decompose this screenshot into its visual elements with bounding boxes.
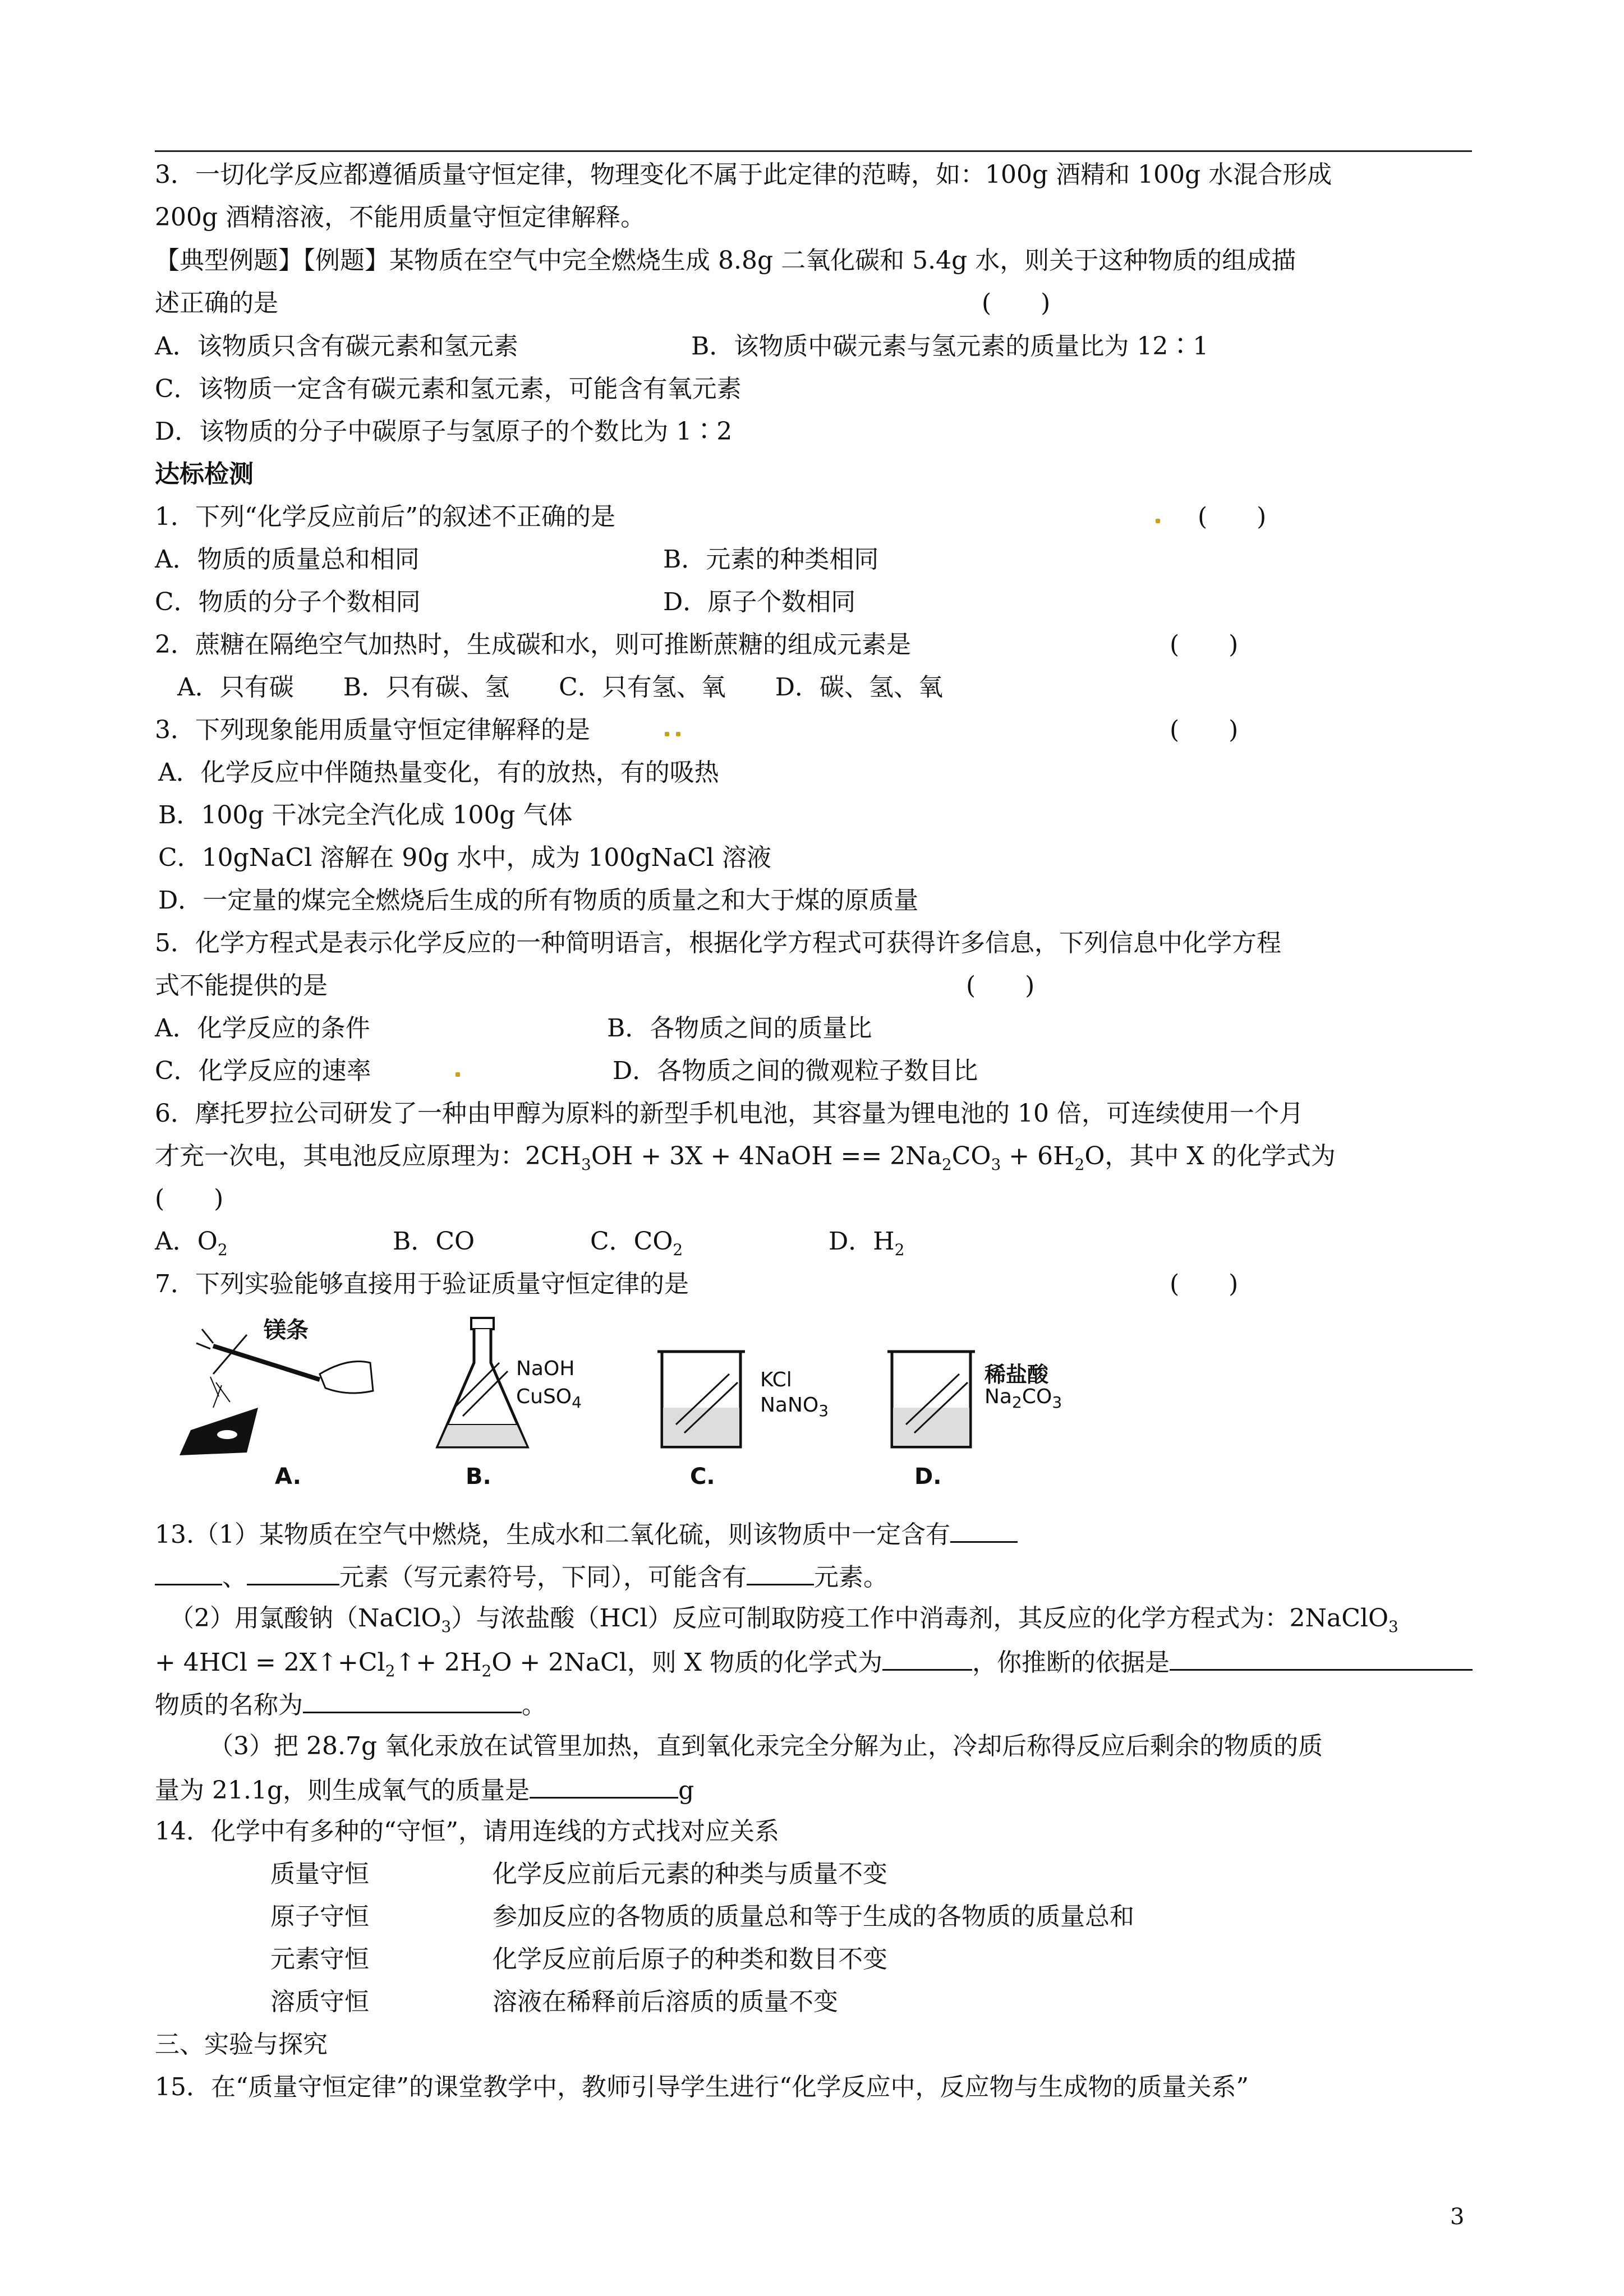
q2-options: A．只有碳 B．只有碳、氢 C．只有氢、氧 D．碳、氢、氧: [177, 673, 944, 702]
q14-right-item[interactable]: 参加反应的各物质的质量总和等于生成的各物质的质量总和: [493, 1902, 1134, 1931]
q3-answer-paren: ( ): [1170, 716, 1239, 744]
q13-line-3: （2）用氯酸钠（NaClO$_3$）与浓盐酸（HCl）反应可制取防疫工作中消毒剂，其反应的化学方程式为：2NaClO$_3$: [169, 1604, 1398, 1636]
q1-option-d: D．原子个数相同: [663, 588, 856, 616]
q1-option-a: A．物质的质量总和相同: [155, 545, 420, 574]
example-option-c: C．该物质一定含有碳元素和氢元素，可能含有氧元素: [155, 375, 742, 403]
q5-option-c: C．化学反应的速率: [155, 1057, 371, 1085]
example-line-2: 述正确的是: [155, 289, 278, 317]
figure-b-label: B.: [466, 1464, 491, 1490]
q13-blank-6[interactable]: [1170, 1644, 1473, 1671]
q6-answer-paren: ( ): [155, 1184, 224, 1213]
q5-option-b: B．各物质之间的质量比: [607, 1014, 872, 1043]
q5-option-a: A．化学反应的条件: [155, 1014, 370, 1043]
q6-line-2: 才充一次电，其电池反应原理为：$2CH_3OH + 3X$ + 4NaOH == $2Na_2CO_3 + 6H_2O$，其中 X 的化学式为: [155, 1142, 1336, 1174]
q6-line-1: 6．摩托罗拉公司研发了一种由甲醇为原料的新型手机电池，其容量为锂电池的 10 倍，可连续使用一个月: [155, 1099, 1304, 1128]
q6-option-c: C．$CO_2$: [590, 1227, 683, 1259]
figure-a-text: 镁条: [264, 1317, 309, 1343]
q14-right-item[interactable]: 化学反应前后原子的种类和数目不变: [493, 1945, 887, 1974]
example-option-a: A．该物质只含有碳元素和氢元素: [155, 332, 518, 361]
q13-blank-8[interactable]: [530, 1772, 678, 1799]
example-line-1: 【典型例题】【例题】某物质在空气中完全燃烧生成 8.8g 二氧化碳和 5.4g 水，则关于这种物质的组成描: [155, 246, 1296, 275]
q5-line-1: 5．化学方程式是表示化学反应的一种简明语言，根据化学方程式可获得许多信息，下列信息中化学方程: [155, 929, 1281, 957]
q13-line-7: 量为 21.1g，则生成氧气的质量是 g: [155, 1772, 694, 1808]
figure-d-label: D.: [914, 1464, 942, 1490]
q13-line-6: （3）把 28.7g 氧化汞放在试管里加热，直到氧化汞完全分解为止，冷却后称得反应后剩余的物质的质: [209, 1732, 1323, 1760]
beaker-c-drawing: [651, 1312, 752, 1458]
q13-blank-2[interactable]: [155, 1559, 222, 1585]
q14-left-item[interactable]: 元素守恒: [270, 1945, 369, 1974]
q1-option-b: B．元素的种类相同: [663, 545, 879, 574]
q7-stem: 7．下列实验能够直接用于验证质量守恒定律的是: [155, 1270, 689, 1298]
figure-a: [180, 1312, 393, 1503]
q3-option-c: C．10gNaCl 溶解在 90g 水中，成为 100gNaCl 溶液: [158, 843, 771, 872]
figure-d: [881, 1312, 1105, 1503]
q1-answer-paren: ( ): [1198, 502, 1267, 531]
figure-c-text-2: NaNO$_3$: [760, 1394, 829, 1421]
q14-right-item[interactable]: 溶液在稀释前后溶质的质量不变: [493, 1988, 838, 2016]
q13-blank-4[interactable]: [747, 1559, 814, 1585]
q13-blank-7[interactable]: [303, 1687, 522, 1713]
q6-option-b: B．CO: [393, 1227, 475, 1256]
example-option-b: B．该物质中碳元素与氢元素的质量比为 12∶1: [691, 332, 1209, 361]
q13-line-1: 13.（1）某物质在空气中燃烧，生成水和二氧化硫，则该物质中一定含有: [155, 1516, 1018, 1552]
q13-blank-5[interactable]: [882, 1644, 972, 1671]
q5-line-2: 式不能提供的是: [155, 971, 328, 1000]
q14-left-item[interactable]: 溶质守恒: [270, 1988, 369, 2016]
figure-c-text-1: KCl: [760, 1368, 792, 1391]
q13-line-5: 物质的名称为 。: [155, 1687, 546, 1722]
figure-c-label: C.: [690, 1464, 715, 1490]
section-3-title: 三、实验与探究: [155, 2030, 328, 2059]
stray-dot: [1156, 519, 1160, 523]
q13-line-4: + $4HCl = 2X↑+Cl_2↑+ 2H_2O$ + 2NaCl，则 X 物质的化学式为 ，你推断的依据是: [155, 1644, 1473, 1688]
q7-figures: [168, 1312, 1122, 1503]
stray-dot: [665, 732, 669, 736]
q3-option-a: A．化学反应中伴随热量变化，有的放热，有的吸热: [158, 758, 719, 787]
q7-answer-paren: ( ): [1170, 1270, 1239, 1298]
q3-option-d: D．一定量的煤完全燃烧后生成的所有物质的质量之和大于煤的原质量: [158, 886, 919, 915]
q13-line-2: 、 元素（写元素符号，下同），可能含有 元素。: [155, 1559, 888, 1594]
q5-answer-paren: ( ): [966, 971, 1035, 1000]
q1-option-c: C．物质的分子个数相同: [155, 588, 421, 616]
q5-option-d: D．各物质之间的微观粒子数目比: [613, 1057, 978, 1085]
beaker-d-drawing: [881, 1312, 982, 1458]
intro-line-1: 3．一切化学反应都遵循质量守恒定律，物理变化不属于此定律的范畴，如：100g 酒精和 100g 水混合形成: [155, 160, 1332, 189]
q2-stem: 2．蔗糖在隔绝空气加热时，生成碳和水，则可推断蔗糖的组成元素是: [155, 630, 911, 659]
q3-stem: 3．下列现象能用质量守恒定律解释的是: [155, 716, 590, 744]
figure-a-label: A.: [275, 1464, 301, 1490]
header-rule: [155, 150, 1472, 152]
q14-right-item[interactable]: 化学反应前后元素的种类与质量不变: [493, 1860, 887, 1888]
figure-d-text-2: $Na_2CO_3$: [984, 1385, 1062, 1412]
q3-option-b: B．100g 干冰完全汽化成 100g 气体: [158, 801, 573, 829]
figure-b-text-1: NaOH: [516, 1357, 575, 1380]
page-number: 3: [1450, 2204, 1465, 2230]
q15-stem: 15．在“质量守恒定律”的课堂教学中，教师引导学生进行“化学反应中，反应物与生成物的质量关系”: [155, 2073, 1249, 2101]
figure-b-text-2: CuSO$_4$: [516, 1385, 582, 1412]
figure-d-text-1: 稀盐酸: [984, 1362, 1049, 1387]
section-title: 达标检测: [155, 460, 254, 488]
q13-blank-3[interactable]: [247, 1559, 339, 1585]
q1-stem: 1．下列“化学反应前后”的叙述不正确的是: [155, 502, 615, 531]
intro-line-2: 200g 酒精溶液，不能用质量守恒定律解释。: [155, 203, 646, 232]
q14-left-item[interactable]: 原子守恒: [270, 1902, 369, 1931]
q6-option-d: D．$H_2$: [829, 1227, 905, 1259]
stray-dot: [676, 732, 680, 736]
q14-stem: 14．化学中有多种的“守恒”，请用连线的方式找对应关系: [155, 1817, 779, 1846]
figure-b: [432, 1312, 623, 1503]
q2-answer-paren: ( ): [1170, 630, 1239, 659]
q13-blank-1[interactable]: [950, 1516, 1018, 1543]
q14-left-item[interactable]: 质量守恒: [270, 1860, 369, 1888]
q6-option-a: A．$O_2$: [155, 1227, 228, 1259]
stray-dot: [456, 1072, 460, 1077]
example-answer-paren: ( ): [982, 289, 1051, 317]
figure-c: [651, 1312, 841, 1503]
example-option-d: D．该物质的分子中碳原子与氢原子的个数比为 1∶2: [155, 417, 733, 446]
